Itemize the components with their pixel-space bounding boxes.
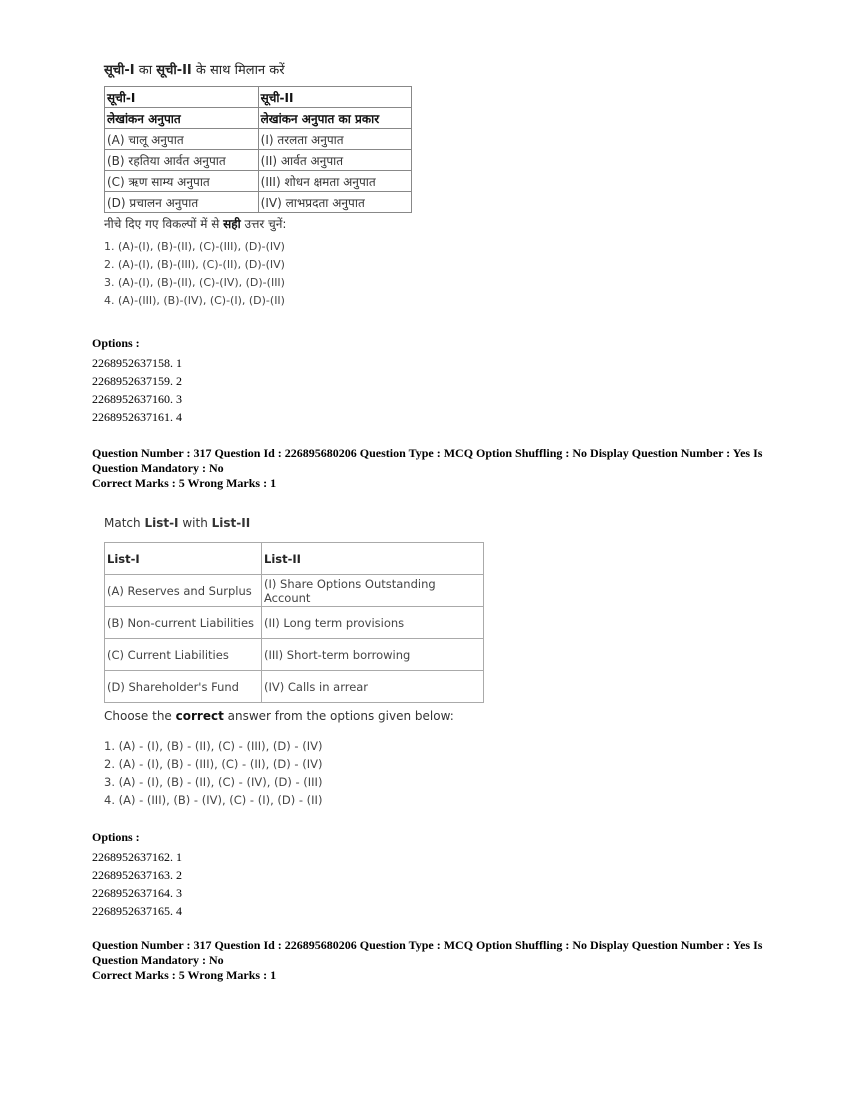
option-id: 2268952637164. 3 (92, 886, 182, 900)
intro-rest: के साथ मिलान करें (191, 63, 285, 78)
table-header-row (105, 543, 484, 575)
question-instruction (104, 215, 424, 232)
choice-list (104, 238, 424, 310)
meta-line: Question Mandatory : No (92, 461, 224, 475)
choice-item: 1. (A) - (I), (B) - (II), (C) - (III), (D) - (IV) (104, 739, 323, 753)
table-cell: (C) ऋण साम्य अनुपात (105, 171, 259, 192)
option-id: 2268952637158. 1 (92, 356, 182, 370)
list1-label: List-I (144, 516, 179, 530)
table-row (105, 150, 412, 171)
table-header-cell: सूची-I (105, 87, 259, 108)
question-intro (104, 60, 424, 78)
table-subheader-cell: लेखांकन अनुपात (105, 108, 259, 129)
table-cell: (D) प्रचालन अनुपात (105, 192, 259, 213)
table-cell: (A) Reserves and Surplus (105, 575, 262, 607)
table-row (105, 129, 412, 150)
instruction-post: answer from the options given below: (223, 709, 454, 723)
match-table-english (104, 542, 484, 703)
table-cell: (IV) लाभप्रदता अनुपात (258, 192, 411, 213)
table-header-row (105, 87, 412, 108)
table-cell: (IV) Calls in arrear (262, 671, 484, 703)
choice-item: 2. (A)-(I), (B)-(III), (C)-(II), (D)-(IV) (104, 258, 285, 271)
option-id: 2268952637159. 2 (92, 374, 182, 388)
list2-label: सूची-II (156, 63, 192, 78)
table-cell: (I) तरलता अनुपात (258, 129, 411, 150)
question-intro (104, 516, 494, 530)
table-cell: (C) Current Liabilities (105, 639, 262, 671)
table-cell: (B) रहतिया आर्वत अनुपात (105, 150, 259, 171)
table-subheader-cell: लेखांकन अनुपात का प्रकार (258, 108, 411, 129)
table-cell: (B) Non-current Liabilities (105, 607, 262, 639)
list2-label: List-II (211, 516, 251, 530)
table-cell: (A) चालू अनुपात (105, 129, 259, 150)
instruction-post: उत्तर चुनें: (240, 217, 287, 231)
table-row (105, 575, 484, 607)
options-title: Options : (92, 830, 140, 844)
table-row (105, 671, 484, 703)
option-id: 2268952637163. 2 (92, 868, 182, 882)
choice-item: 1. (A)-(I), (B)-(II), (C)-(III), (D)-(IV) (104, 240, 285, 253)
table-cell: (II) Long term provisions (262, 607, 484, 639)
choice-list (104, 737, 494, 809)
meta-line: Question Number : 317 Question Id : 226895680206 Question Type : MCQ Option Shuffling : No Display Question Number : Yes Is (92, 938, 763, 952)
choice-item: 3. (A) - (I), (B) - (II), (C) - (IV), (D) - (III) (104, 775, 323, 789)
choice-item: 2. (A) - (I), (B) - (III), (C) - (II), (D) - (IV) (104, 757, 323, 771)
table-header-cell: सूची-II (258, 87, 411, 108)
table-header-cell: List-II (262, 543, 484, 575)
table-cell: (D) Shareholder's Fund (105, 671, 262, 703)
table-row (105, 171, 412, 192)
table-row (105, 639, 484, 671)
table-cell: (II) आर्वत अनुपात (258, 150, 411, 171)
table-row (105, 192, 412, 213)
meta-line: Correct Marks : 5 Wrong Marks : 1 (92, 968, 277, 982)
intro-pre: Match (104, 516, 145, 530)
choice-item: 3. (A)-(I), (B)-(II), (C)-(IV), (D)-(III) (104, 276, 285, 289)
intro-connector: with (178, 516, 212, 530)
table-header-cell: List-I (105, 543, 262, 575)
instruction-pre: नीचे दिए गए विकल्पों में से (104, 217, 224, 231)
meta-line: Correct Marks : 5 Wrong Marks : 1 (92, 476, 277, 490)
options-title: Options : (92, 336, 140, 350)
choice-item: 4. (A)-(III), (B)-(IV), (C)-(I), (D)-(II) (104, 294, 285, 307)
table-row (105, 607, 484, 639)
option-id: 2268952637162. 1 (92, 850, 182, 864)
table-cell: (I) Share Options Outstanding Account (262, 575, 484, 607)
meta-line: Question Number : 317 Question Id : 226895680206 Question Type : MCQ Option Shuffling : No Display Question Number : Yes Is (92, 446, 763, 460)
instruction-bold: correct (175, 709, 224, 723)
option-id: 2268952637161. 4 (92, 410, 182, 424)
option-id: 2268952637160. 3 (92, 392, 182, 406)
question-instruction (104, 709, 494, 723)
table-cell: (III) Short-term borrowing (262, 639, 484, 671)
table-subheader-row (105, 108, 412, 129)
question-meta-1 (92, 446, 772, 491)
list1-label: सूची-I (104, 63, 135, 78)
option-id: 2268952637165. 4 (92, 904, 182, 918)
question-meta-2 (92, 938, 772, 983)
table-cell: (III) शोधन क्षमता अनुपात (258, 171, 411, 192)
question-english (104, 516, 494, 809)
meta-line: Question Mandatory : No (92, 953, 224, 967)
question-hindi (104, 60, 424, 310)
choice-item: 4. (A) - (III), (B) - (IV), (C) - (I), (D) - (II) (104, 793, 323, 807)
options-block-1 (92, 336, 792, 426)
options-block-2 (92, 830, 792, 920)
match-table-hindi (104, 86, 412, 213)
instruction-bold: सही (223, 217, 241, 231)
intro-connector: का (134, 63, 157, 78)
instruction-pre: Choose the (104, 709, 176, 723)
